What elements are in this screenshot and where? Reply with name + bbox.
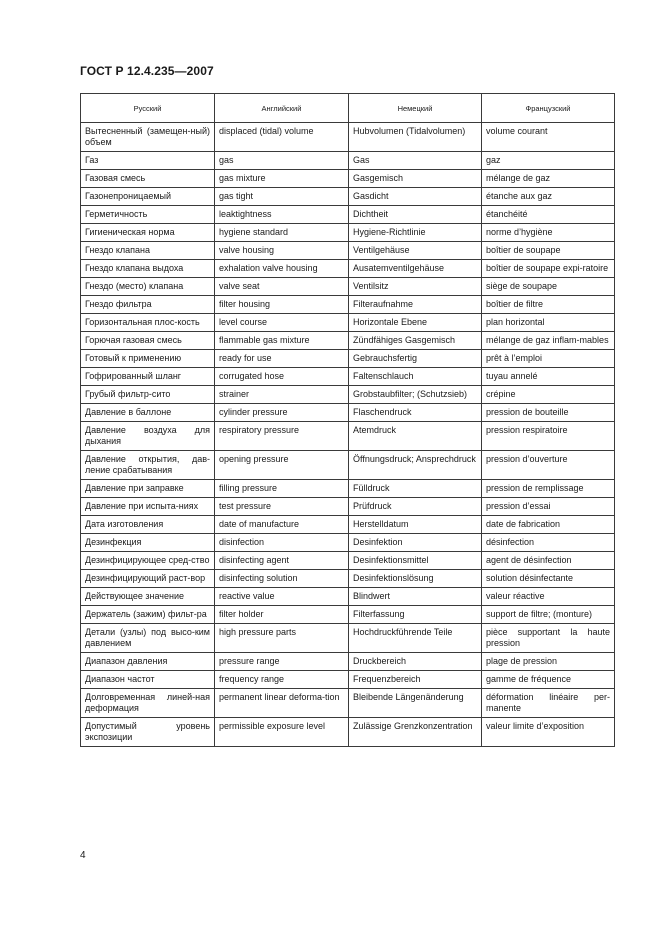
table-row [81,451,615,480]
german-term: Hygiene-Richtlinie [349,224,482,242]
french-term: pression de remplissage [482,480,615,498]
english-term: corrugated hose [215,368,349,386]
english-term: hygiene standard [215,224,349,242]
english-term: filter housing [215,296,349,314]
table-row [81,296,615,314]
german-term: Filterfassung [349,606,482,624]
german-term: Hubvolumen (Tidalvolumen) [349,123,482,152]
english-term: reactive value [215,588,349,606]
english-term: disinfecting solution [215,570,349,588]
french-term: valeur réactive [482,588,615,606]
english-term: permissible exposure level [215,718,349,747]
table-row [81,170,615,188]
russian-term: Грубый фильтр-сито [81,386,215,404]
russian-term: Дезинфекция [81,534,215,552]
french-term: prêt à l’emploi [482,350,615,368]
russian-term: Горючая газовая смесь [81,332,215,350]
german-term: Gasdicht [349,188,482,206]
column-header-english: Английский [215,94,349,123]
russian-term: Давление при заправке [81,480,215,498]
column-header-french: Французский [482,94,615,123]
german-term: Flaschendruck [349,404,482,422]
german-term: Filteraufnahme [349,296,482,314]
document-title: ГОСТ Р 12.4.235—2007 [80,64,214,78]
table-row [81,260,615,278]
english-term: valve housing [215,242,349,260]
russian-term: Готовый к применению [81,350,215,368]
german-term: Herstelldatum [349,516,482,534]
german-term: Dichtheit [349,206,482,224]
german-term: Desinfektionslösung [349,570,482,588]
french-term: norme d’hygiène [482,224,615,242]
english-term: filter holder [215,606,349,624]
english-term: flammable gas mixture [215,332,349,350]
russian-term: Диапазон давления [81,653,215,671]
english-term: disinfecting agent [215,552,349,570]
german-term: Desinfektion [349,534,482,552]
english-term: strainer [215,386,349,404]
russian-term: Газ [81,152,215,170]
page-number: 4 [80,850,86,861]
table-row [81,422,615,451]
russian-term: Дезинфицирующее сред-ство [81,552,215,570]
french-term: pièce supportant la haute pression [482,624,615,653]
english-term: high pressure parts [215,624,349,653]
terms-table [80,93,615,747]
table-row [81,653,615,671]
french-term: pression de bouteille [482,404,615,422]
english-term: opening pressure [215,451,349,480]
table-row [81,278,615,296]
table-row [81,368,615,386]
english-term: gas tight [215,188,349,206]
english-term: ready for use [215,350,349,368]
english-term: permanent linear deforma-tion [215,689,349,718]
german-term: Horizontale Ebene [349,314,482,332]
russian-term: Давление открытия, дав-ление срабатывания [81,451,215,480]
russian-term: Газовая смесь [81,170,215,188]
french-term: date de fabrication [482,516,615,534]
table-row [81,404,615,422]
french-term: déformation linéaire per-manente [482,689,615,718]
english-term: gas [215,152,349,170]
english-term: displaced (tidal) volume [215,123,349,152]
german-term: Öffnungsdruck; Ansprechdruck [349,451,482,480]
table-row [81,588,615,606]
table-row [81,242,615,260]
russian-term: Диапазон частот [81,671,215,689]
french-term: crépine [482,386,615,404]
russian-term: Дезинфицирующий раст-вор [81,570,215,588]
german-term: Grobstaubfilter; (Schutzsieb) [349,386,482,404]
german-term: Ventilsitz [349,278,482,296]
table-row [81,386,615,404]
english-term: pressure range [215,653,349,671]
table-row [81,671,615,689]
table-row [81,552,615,570]
german-term: Fülldruck [349,480,482,498]
english-term: valve seat [215,278,349,296]
russian-term: Гнездо клапана выдоха [81,260,215,278]
russian-term: Вытесненный (замещен-ный) объем [81,123,215,152]
table-row [81,188,615,206]
russian-term: Дата изготовления [81,516,215,534]
table-header-row [81,94,615,123]
french-term: mélange de gaz [482,170,615,188]
french-term: pression d’essai [482,498,615,516]
russian-term: Давление при испыта-ниях [81,498,215,516]
german-term: Desinfektionsmittel [349,552,482,570]
german-term: Blindwert [349,588,482,606]
english-term: date of manufacture [215,516,349,534]
french-term: mélange de gaz inflam-mables [482,332,615,350]
english-term: respiratory pressure [215,422,349,451]
english-term: exhalation valve housing [215,260,349,278]
russian-term: Горизонтальная плос-кость [81,314,215,332]
french-term: support de filtre; (monture) [482,606,615,624]
german-term: Frequenzbereich [349,671,482,689]
french-term: valeur limite d’exposition [482,718,615,747]
russian-term: Давление воздуха для дыхания [81,422,215,451]
table-row [81,718,615,747]
german-term: Gasgemisch [349,170,482,188]
table-row [81,624,615,653]
german-term: Gebrauchsfertig [349,350,482,368]
english-term: test pressure [215,498,349,516]
german-term: Atemdruck [349,422,482,451]
english-term: leaktightness [215,206,349,224]
english-term: cylinder pressure [215,404,349,422]
german-term: Prüfdruck [349,498,482,516]
english-term: frequency range [215,671,349,689]
russian-term: Гнездо клапана [81,242,215,260]
french-term: boîtier de filtre [482,296,615,314]
french-term: étanchéité [482,206,615,224]
french-term: tuyau annelé [482,368,615,386]
table-row [81,332,615,350]
german-term: Ventilgehäuse [349,242,482,260]
russian-term: Детали (узлы) под высо-ким давлением [81,624,215,653]
table-row [81,123,615,152]
russian-term: Долговременная линей-ная деформация [81,689,215,718]
french-term: boîtier de soupape [482,242,615,260]
german-term: Bleibende Längenänderung [349,689,482,718]
table-row [81,516,615,534]
french-term: pression respiratoire [482,422,615,451]
table-row [81,606,615,624]
german-term: Hochdruckführende Teile [349,624,482,653]
russian-term: Газонепроницаемый [81,188,215,206]
french-term: volume courant [482,123,615,152]
column-header-russian: Русский [81,94,215,123]
german-term: Gas [349,152,482,170]
french-term: plage de pression [482,653,615,671]
french-term: gamme de fréquence [482,671,615,689]
english-term: gas mixture [215,170,349,188]
table-row [81,314,615,332]
russian-term: Держатель (зажим) фильт-ра [81,606,215,624]
russian-term: Гигиеническая норма [81,224,215,242]
english-term: filling pressure [215,480,349,498]
table-row [81,570,615,588]
german-term: Zulässige Grenzkonzentration [349,718,482,747]
french-term: gaz [482,152,615,170]
english-term: level course [215,314,349,332]
table-row [81,534,615,552]
russian-term: Давление в баллоне [81,404,215,422]
french-term: agent de désinfection [482,552,615,570]
table-row [81,206,615,224]
french-term: étanche aux gaz [482,188,615,206]
french-term: siège de soupape [482,278,615,296]
russian-term: Действующее значение [81,588,215,606]
table-row [81,152,615,170]
table-row [81,689,615,718]
table-row [81,498,615,516]
french-term: plan horizontal [482,314,615,332]
german-term: Faltenschlauch [349,368,482,386]
german-term: Druckbereich [349,653,482,671]
russian-term: Допустимый уровень экспозиции [81,718,215,747]
table-row [81,480,615,498]
english-term: disinfection [215,534,349,552]
table-row [81,224,615,242]
russian-term: Герметичность [81,206,215,224]
table-row [81,350,615,368]
german-term: Ausatemventilgehäuse [349,260,482,278]
column-header-german: Немецкий [349,94,482,123]
french-term: solution désinfectante [482,570,615,588]
russian-term: Гнездо фильтра [81,296,215,314]
german-term: Zündfähiges Gasgemisch [349,332,482,350]
french-term: pression d’ouverture [482,451,615,480]
french-term: boîtier de soupape expi-ratoire [482,260,615,278]
russian-term: Гнездо (место) клапана [81,278,215,296]
russian-term: Гофрированный шланг [81,368,215,386]
french-term: désinfection [482,534,615,552]
